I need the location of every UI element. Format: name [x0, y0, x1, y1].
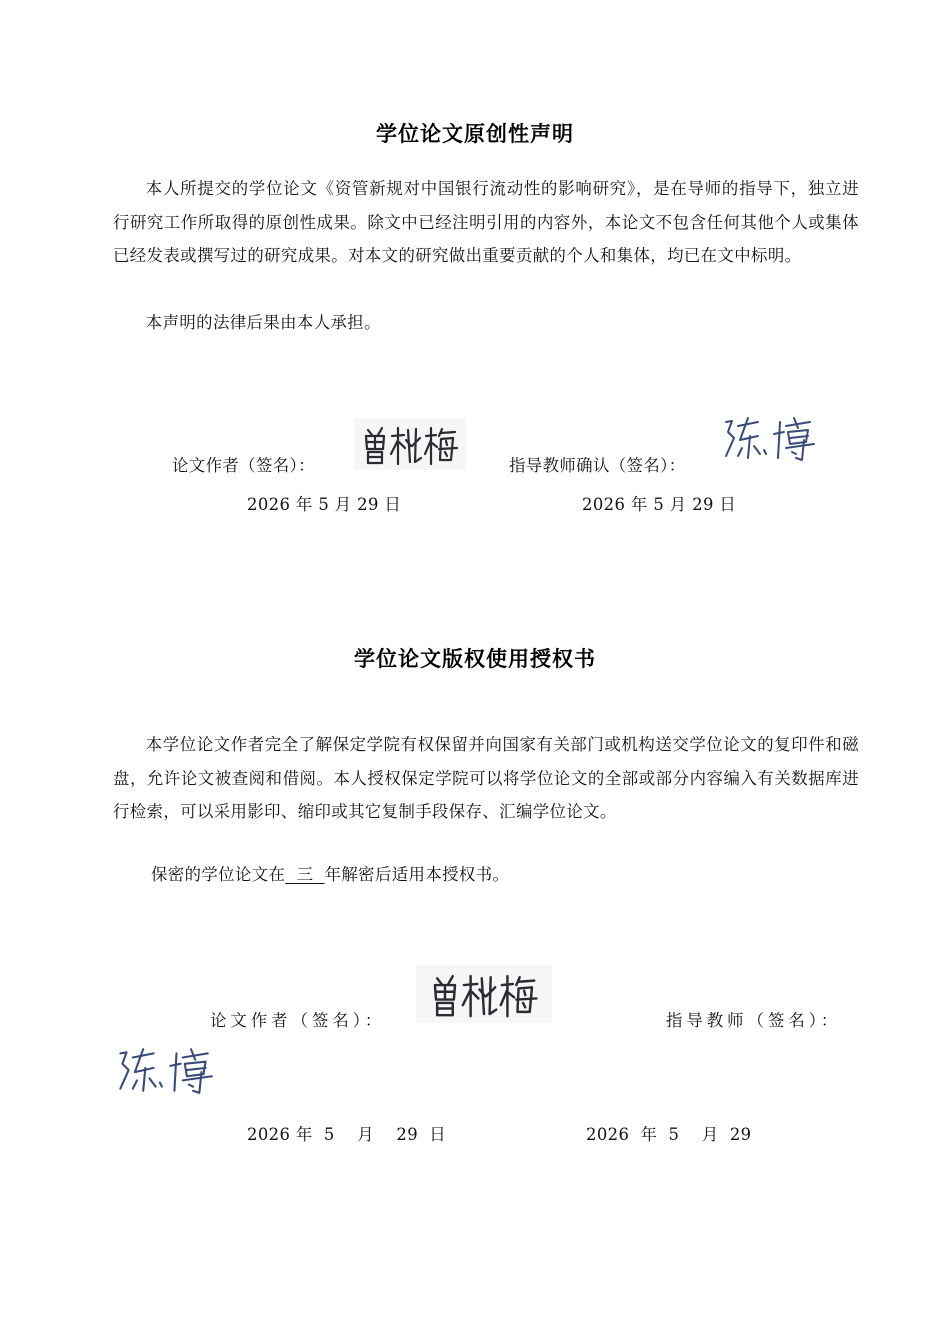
- advisor-signature-graphic-2: [112, 1042, 216, 1098]
- secrecy-years: 三: [296, 865, 314, 884]
- originality-legal-paragraph: 本声明的法律后果由本人承担。: [145, 313, 381, 332]
- authorization-advisor-label: 指导教师（签名）：: [666, 1011, 842, 1030]
- advisor-signature-graphic: [718, 412, 818, 464]
- author-signature-graphic: [354, 418, 466, 470]
- secrecy-statement: [151, 861, 509, 885]
- secrecy-prefix: 保密的学位论文在: [151, 865, 286, 884]
- authorization-author-date: 2026 年 5 月 29 日: [247, 1125, 447, 1144]
- secrecy-suffix: 年解密后适用本授权书。: [324, 865, 510, 884]
- author-signature-graphic-2: [416, 965, 552, 1023]
- originality-paragraph: 本人所提交的学位论文《资管新规对中国银行流动性的影响研究》，是在导师的指导下，独立进行研究工作所取得的原创性成果。除文中已经注明引用的内容外，本论文不包含任何其他个人或集体已经发表或撰写过的研究成果。对本文的研究做出重要贡献的个人和集体，均已在文中标明。: [113, 179, 859, 265]
- authorization-title: 学位论文版权使用授权书: [354, 647, 596, 671]
- originality-author-date: 2026 年 5 月 29 日: [247, 495, 402, 514]
- originality-author-signature-image: [354, 418, 466, 470]
- authorization-advisor-signature-image: [112, 1042, 216, 1098]
- authorization-paragraph: 本学位论文作者完全了解保定学院有权保留并向国家有关部门或机构送交学位论文的复印件和磁盘，允许论文被查阅和借阅。本人授权保定学院可以将学位论文的全部或部分内容编入有关数据库进行检索，可以采用影印、缩印或其它复制手段保存、汇编学位论文。: [113, 735, 859, 821]
- originality-advisor-signature-image: [718, 412, 818, 464]
- originality-author-label: 论文作者（签名）：: [172, 456, 315, 475]
- originality-advisor-date: 2026 年 5 月 29 日: [582, 495, 737, 514]
- authorization-advisor-date: 2026 年 5 月 29: [586, 1125, 752, 1144]
- authorization-author-signature-image: [416, 965, 552, 1023]
- originality-title: 学位论文原创性声明: [376, 122, 574, 146]
- secrecy-years-field: [285, 865, 324, 884]
- originality-advisor-label: 指导教师确认（签名）：: [509, 456, 686, 475]
- authorization-author-label: 论文作者（签名）：: [210, 1011, 386, 1030]
